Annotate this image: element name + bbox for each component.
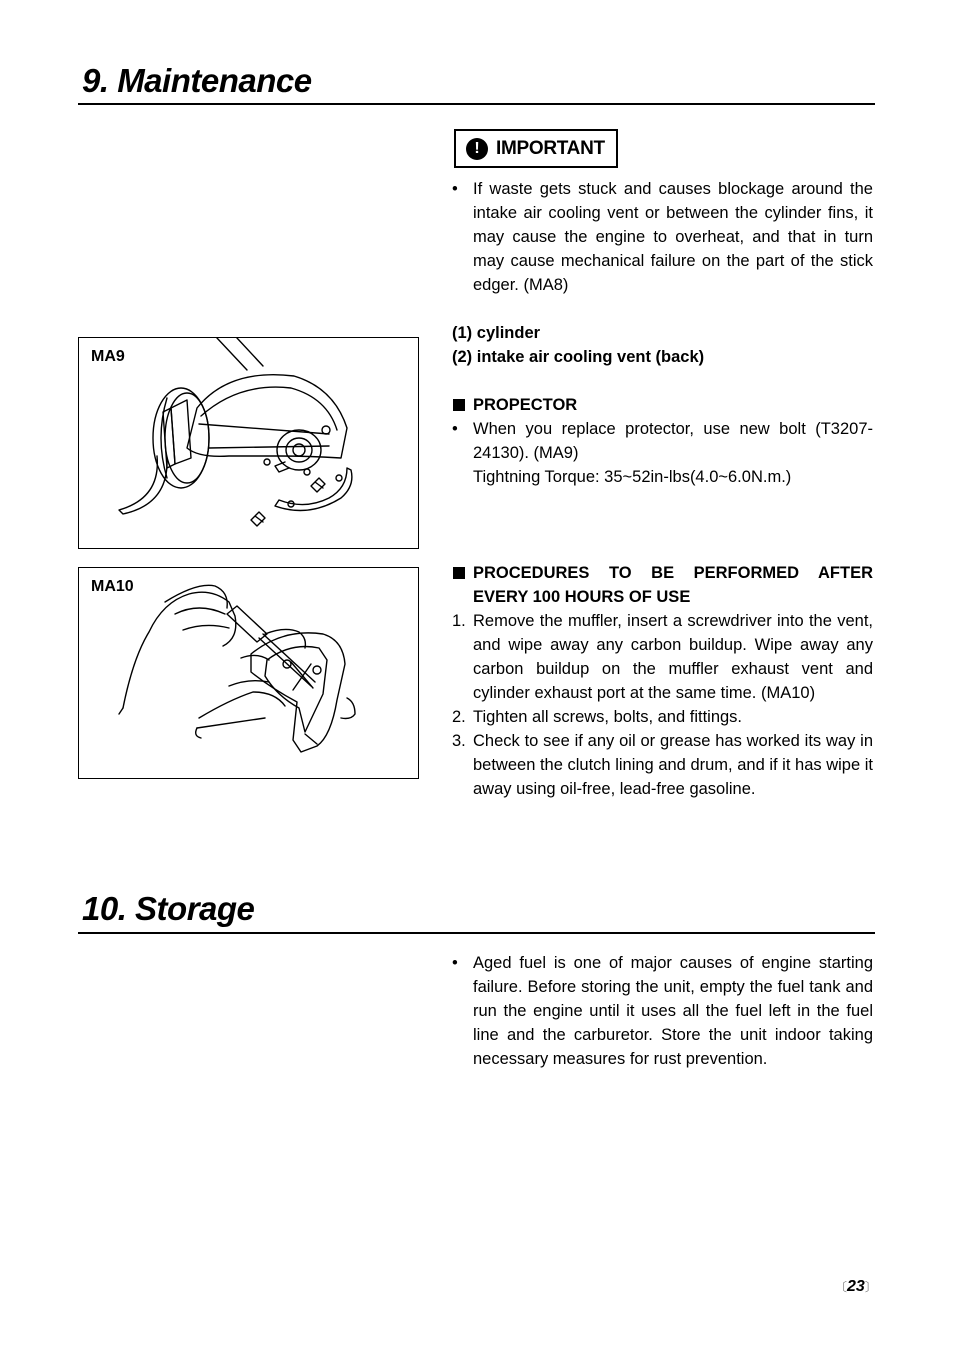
protector-replacement-illustration	[79, 338, 418, 548]
part-number: (1)	[452, 324, 473, 342]
storage-title: 10. Storage	[82, 890, 255, 927]
part-label: cylinder	[476, 324, 541, 342]
bullet-mark: •	[452, 954, 458, 972]
figure-ma9	[78, 337, 419, 549]
exclamation-icon: !	[466, 138, 488, 160]
maintenance-title: 9. Maintenance	[82, 62, 312, 99]
propector-heading-text: PROPECTOR	[473, 396, 578, 414]
procedure-step	[452, 609, 873, 705]
important-text-block	[452, 177, 873, 297]
parts-list	[452, 321, 873, 369]
procedure-step	[452, 705, 873, 729]
propector-section	[452, 393, 873, 489]
page-number-value: 23	[847, 1278, 865, 1295]
procedures-section	[452, 561, 873, 801]
bullet-mark: •	[452, 180, 458, 198]
step-text: Check to see if any oil or grease has worked its way in between the clutch lining and drum, and if it has wipe it away using oil-free, lead-free gasoline.	[473, 732, 873, 798]
part-label: intake air cooling vent (back)	[476, 348, 705, 366]
storage-bullet	[452, 951, 873, 1071]
storage-text: Aged fuel is one of major causes of engine starting failure. Before storing the unit, empty the fuel tank and run the engine until it uses all the fuel left in the fuel line and the carburetor. Store the unit indoor taking necessary measures for rust prevention.	[473, 954, 873, 1068]
propector-bullet	[452, 417, 873, 465]
important-label: IMPORTANT	[496, 137, 605, 159]
step-number: 2.	[452, 708, 466, 726]
storage-title-rule	[78, 932, 875, 934]
figure-label: MA10	[91, 578, 134, 595]
procedures-heading	[452, 561, 873, 609]
maintenance-title-rule	[78, 103, 875, 105]
muffler-cleaning-illustration	[79, 568, 418, 778]
procedures-heading-text: PROCEDURES TO BE PERFORMED AFTER EVERY 100 HOURS OF USE	[473, 564, 873, 606]
figure-ma10	[78, 567, 419, 779]
step-text: Tighten all screws, bolts, and fittings.	[473, 708, 743, 726]
torque-spec: Tightning Torque: 35~52in-lbs(4.0~6.0N.m.)	[473, 468, 792, 486]
important-bullet	[452, 177, 873, 297]
page-number	[835, 1278, 877, 1296]
figure-label: MA9	[91, 348, 125, 365]
page-bracket-left: 〔	[835, 1280, 848, 1294]
important-callout	[454, 129, 618, 168]
bullet-mark: •	[452, 420, 458, 438]
part-item	[452, 345, 873, 369]
important-text: If waste gets stuck and causes blockage around the intake air cooling vent or between the cylinder fins, it may cause the engine to overheat, and that in turn may cause mechanical failure on the part of the stick edger. (MA8)	[473, 180, 873, 294]
square-bullet-icon	[453, 567, 465, 579]
step-number: 3.	[452, 732, 466, 750]
propector-text: When you replace protector, use new bolt (T3207-24130). (MA9)	[473, 420, 873, 462]
part-item	[452, 321, 873, 345]
part-number: (2)	[452, 348, 473, 366]
step-text: Remove the muffler, insert a screwdriver into the vent, and wipe away any carbon buildup. Wipe away any carbon buildup on the muffler exhaust vent and cylinder exhaust port at the same time. (MA10)	[473, 612, 873, 702]
page-bracket-right: 〕	[864, 1280, 877, 1294]
procedure-step	[452, 729, 873, 801]
step-number: 1.	[452, 612, 466, 630]
storage-text-block	[452, 951, 873, 1071]
propector-heading	[452, 393, 873, 417]
square-bullet-icon	[453, 399, 465, 411]
